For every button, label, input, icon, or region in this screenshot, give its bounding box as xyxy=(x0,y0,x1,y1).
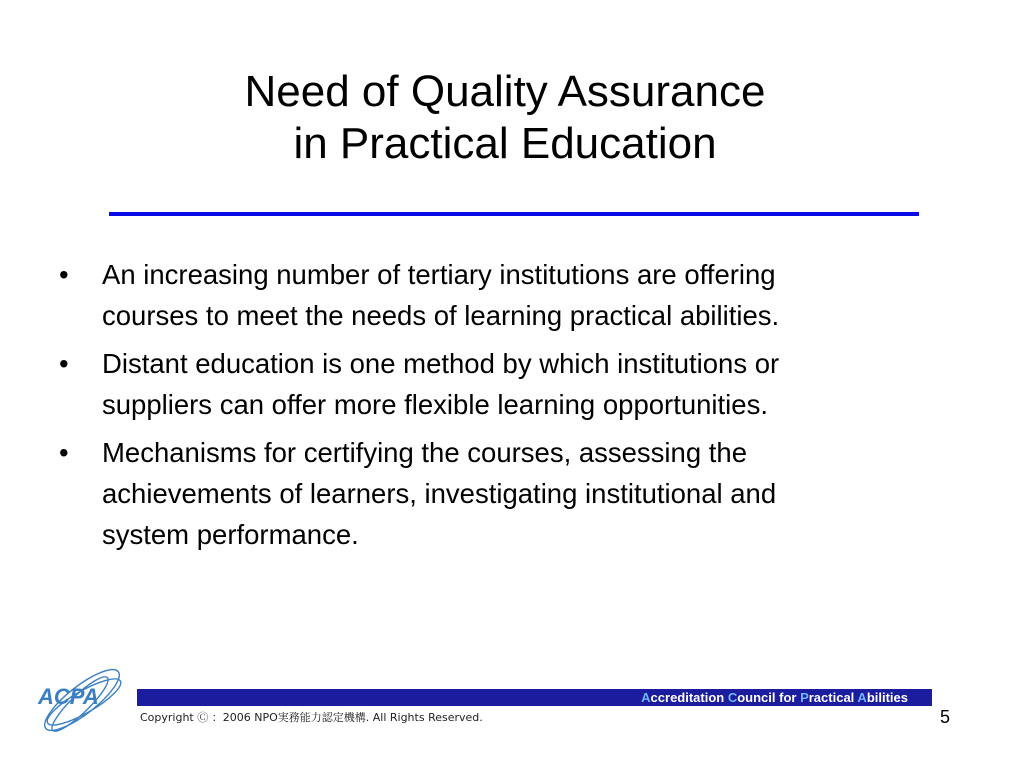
acpa-banner xyxy=(570,689,930,706)
bullet-item-1 xyxy=(56,254,956,336)
banner-initial-c: C xyxy=(727,690,738,705)
title-underline xyxy=(109,212,919,216)
slide-title xyxy=(0,66,1010,170)
banner-word-council: ouncil for xyxy=(737,690,801,705)
banner-word-abilities: bilities xyxy=(866,690,908,705)
banner-word-practical: ractical xyxy=(808,690,858,705)
page-number: 5 xyxy=(940,707,951,727)
bullet-item-3 xyxy=(56,432,956,555)
title-line-2: in Practical Education xyxy=(293,119,717,168)
title-line-1: Need of Quality Assurance xyxy=(244,67,766,116)
bullet-2-line-2: suppliers can offer more flexible learning opportunities. xyxy=(102,389,768,420)
bullet-marker: • xyxy=(59,348,69,379)
bullet-marker: • xyxy=(59,259,69,290)
bullet-item-2 xyxy=(56,343,956,425)
logo-text: ACPA xyxy=(38,684,99,709)
banner-initial-p: P xyxy=(800,690,809,705)
bullet-marker: • xyxy=(59,437,69,468)
bullet-list xyxy=(56,254,956,562)
bullet-3-line-1: Mechanisms for certifying the courses, assessing the xyxy=(102,437,748,468)
banner-initial-a2: A xyxy=(857,690,867,705)
bullet-2-line-1: Distant education is one method by which institutions or xyxy=(102,348,780,379)
banner-initial-a: A xyxy=(641,690,651,705)
bullet-3-line-2: achievements of learners, investigating institutional and xyxy=(102,478,777,509)
bullet-1-line-1: An increasing number of tertiary institutions are offering xyxy=(102,259,776,290)
copyright-notice: Copyright Ⓒ ：2006 NPO実務能力認定機構. All Rights Reserved. xyxy=(140,711,483,724)
bullet-3-line-3: system performance. xyxy=(102,519,359,550)
bullet-1-line-2: courses to meet the needs of learning practical abilities. xyxy=(102,300,780,331)
acpa-logo xyxy=(32,660,136,746)
banner-word-accreditation: ccreditation xyxy=(650,690,728,705)
